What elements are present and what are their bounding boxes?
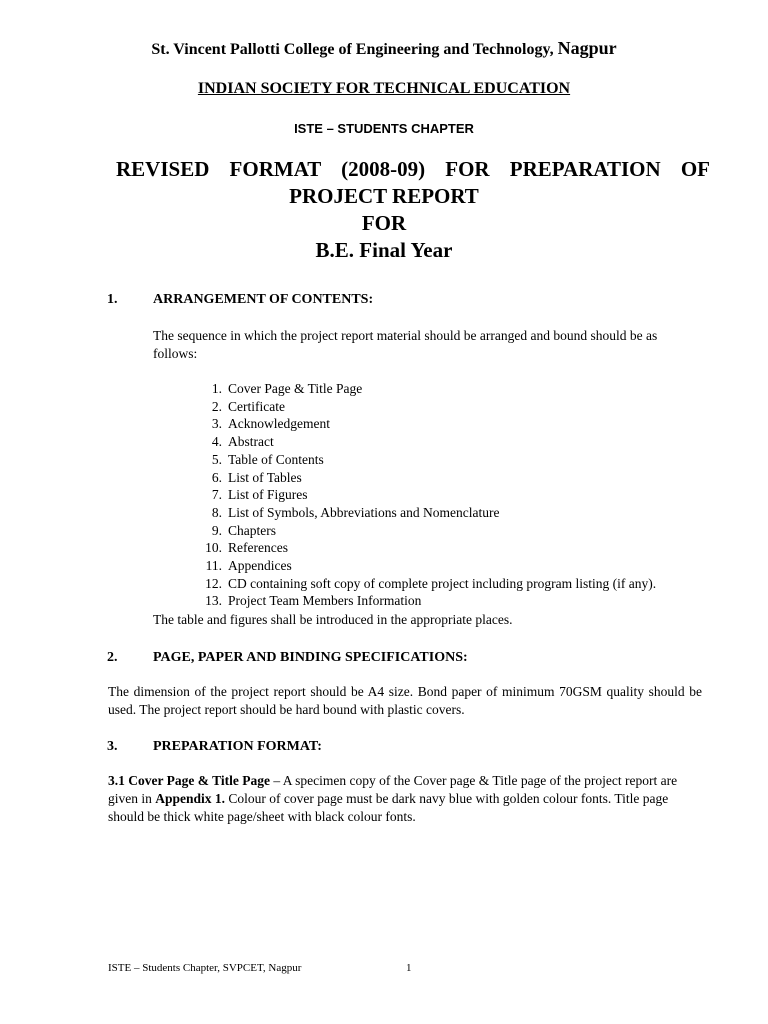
section-2-heading: PAGE, PAPER AND BINDING SPECIFICATIONS:: [153, 650, 468, 665]
document-title-line-3: FOR: [361, 211, 407, 235]
list-item-number: 10.: [205, 540, 222, 556]
list-item-number: 1.: [211, 381, 222, 396]
college-name: [0, 38, 768, 59]
list-item-label: Certificate: [228, 398, 285, 414]
list-item-label: Cover Page & Title Page: [228, 381, 363, 396]
section-3-1-heading: 3.1 Cover Page & Title Page: [108, 773, 270, 788]
page-number: 1: [406, 962, 412, 974]
list-item-number: 8.: [211, 504, 222, 520]
section-1-number: 1.: [107, 292, 118, 307]
contents-list-item: [196, 415, 656, 433]
contents-list-item: [196, 398, 656, 416]
list-item-label: List of Symbols, Abbreviations and Nomenclature: [228, 504, 500, 520]
list-item-label: Table of Contents: [228, 451, 324, 467]
chapter-heading: ISTE – STUDENTS CHAPTER: [294, 121, 474, 136]
section-1-intro: The sequence in which the project report material should be arranged and bound should be as follows:: [153, 328, 658, 361]
list-item-number: 13.: [205, 593, 222, 609]
contents-list-item: [196, 522, 656, 540]
list-item-label: Project Team Members Information: [228, 593, 422, 609]
contents-list-item: [196, 504, 656, 522]
document-title-line-1: REVISED FORMAT (2008-09) FOR PREPARATION OF: [116, 157, 710, 181]
contents-list-item: [196, 433, 656, 451]
list-item-label: Chapters: [228, 522, 276, 538]
list-item-number: 6.: [211, 469, 222, 485]
list-item-number: 11.: [205, 558, 222, 574]
list-item-number: 3.: [211, 416, 222, 432]
contents-list-item: [196, 575, 656, 593]
section-3-1-text-a: – A specimen copy of the Cover page & Title page of the project report are given in: [108, 773, 678, 806]
contents-list-item: [196, 539, 656, 557]
list-item-number: 5.: [211, 451, 222, 467]
list-item-number: 12.: [205, 575, 222, 591]
contents-list: [196, 380, 656, 610]
list-item-label: Appendices: [228, 558, 292, 574]
list-item-number: 2.: [211, 398, 222, 414]
list-item-label: List of Tables: [228, 469, 302, 485]
contents-list-item: [196, 486, 656, 504]
society-heading: INDIAN SOCIETY FOR TECHNICAL EDUCATION: [197, 80, 571, 97]
list-item-label: Abstract: [228, 434, 274, 450]
list-item-label: CD containing soft copy of complete project including program listing (if any).: [228, 575, 657, 591]
appendix-reference: Appendix 1.: [155, 791, 226, 806]
section-2-number: 2.: [107, 650, 118, 665]
section-1-closing: The table and figures shall be introduced in the appropriate places.: [153, 612, 513, 627]
document-title-line-2: PROJECT REPORT: [289, 184, 479, 208]
section-1-heading: ARRANGEMENT OF CONTENTS:: [153, 292, 374, 307]
section-3-number: 3.: [107, 739, 118, 754]
document-title-line-4: B.E. Final Year: [315, 238, 453, 262]
section-3-1-paragraph: [108, 772, 702, 826]
contents-list-item: [196, 380, 656, 398]
list-item-label: Acknowledgement: [228, 416, 330, 432]
contents-list-item: [196, 557, 656, 575]
footer-text: ISTE – Students Chapter, SVPCET, Nagpur: [108, 962, 302, 974]
college-name-text: St. Vincent Pallotti College of Engineering and Technology,: [151, 41, 554, 58]
college-city: Nagpur: [557, 38, 617, 58]
list-item-number: 4.: [211, 434, 222, 450]
list-item-number: 9.: [211, 522, 222, 538]
section-3-heading: PREPARATION FORMAT:: [153, 739, 322, 754]
contents-list-item: [196, 592, 656, 610]
list-item-number: 7.: [211, 487, 222, 503]
contents-list-item: [196, 451, 656, 469]
list-item-label: References: [228, 540, 288, 556]
contents-list-item: [196, 469, 656, 487]
section-3-1-text-b: Colour of cover page must be dark navy blue with golden colour fonts. Title page should be thick white page/sheet with black colour fonts.: [108, 791, 669, 824]
section-2-text: The dimension of the project report should be A4 size. Bond paper of minimum 70GSM quality should be used. The project report should be hard bound with plastic covers.: [108, 684, 702, 717]
list-item-label: List of Figures: [228, 487, 308, 503]
